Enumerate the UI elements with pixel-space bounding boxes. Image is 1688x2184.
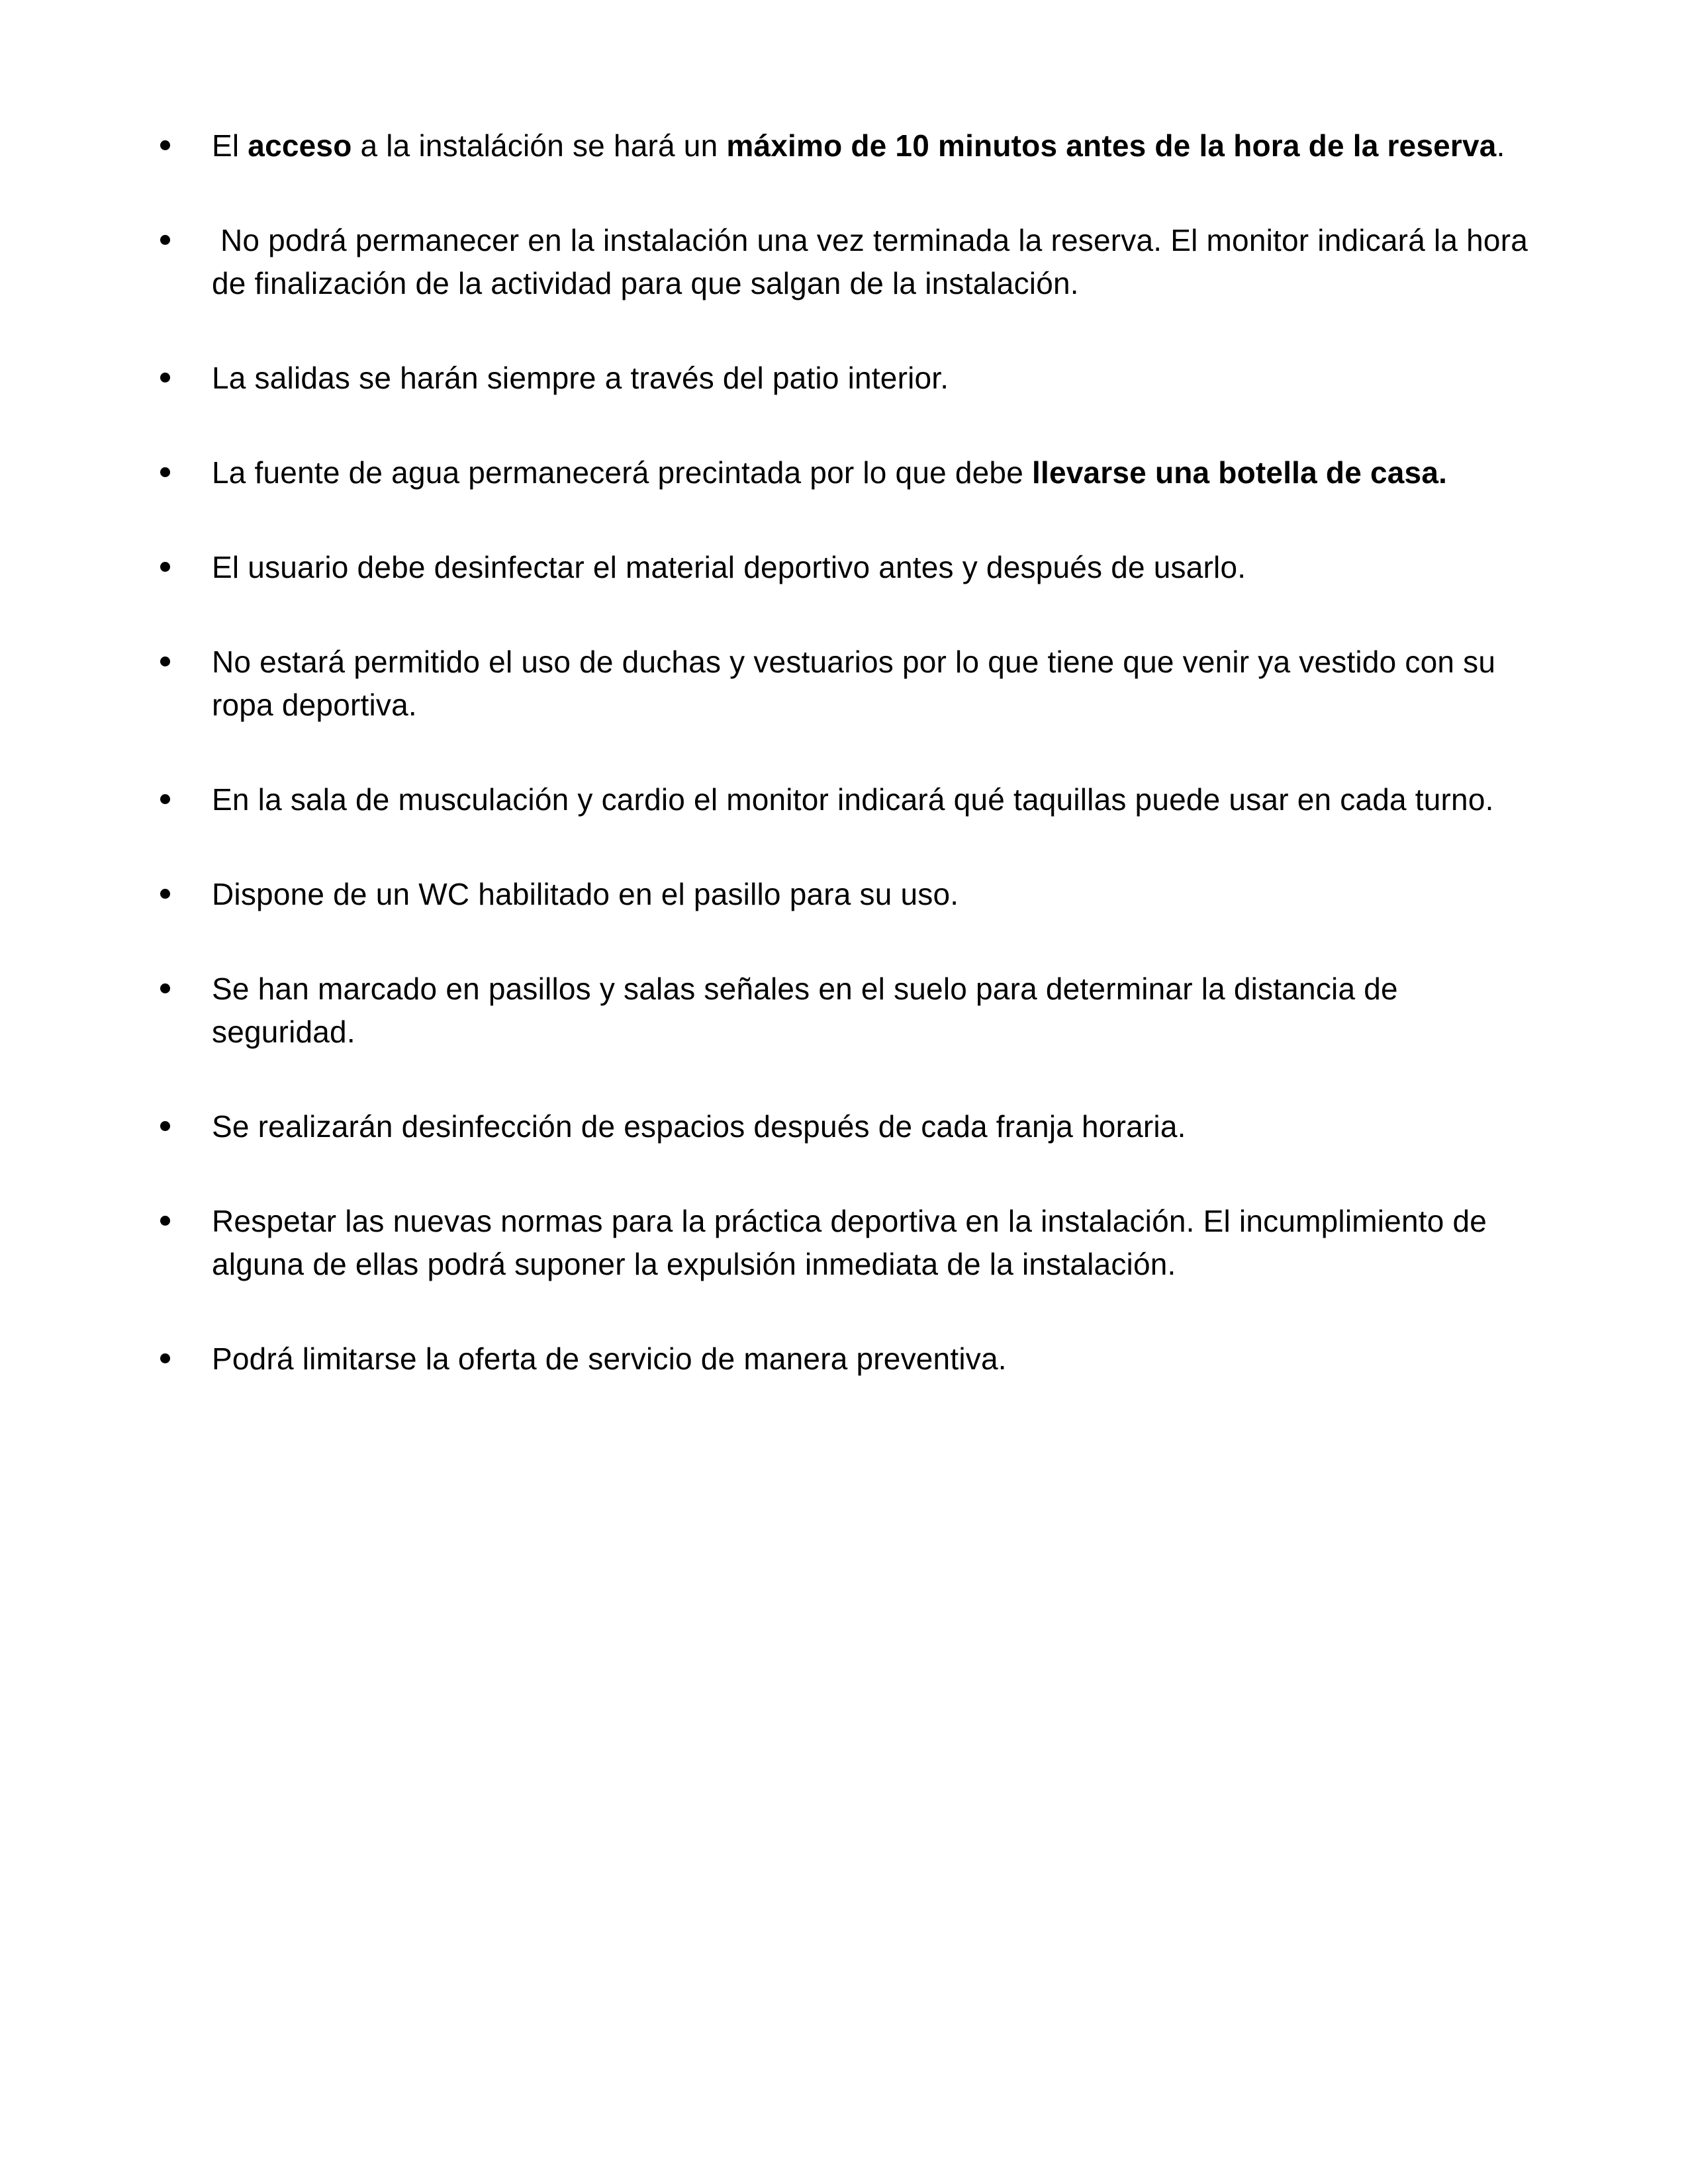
bullet-item	[0, 641, 1688, 727]
bullet-icon	[160, 1121, 170, 1131]
bullet-list	[0, 124, 1688, 1432]
bullet-text	[212, 877, 959, 911]
bullet-icon	[160, 983, 170, 993]
bullet-text	[212, 128, 1505, 163]
bold-text-segment: acceso	[248, 128, 352, 163]
bullet-icon	[160, 373, 170, 383]
bullet-item	[0, 968, 1688, 1054]
bullet-text	[212, 223, 1536, 300]
text-segment: Podrá limitarse la oferta de servicio de manera preventiva.	[212, 1342, 1007, 1376]
text-segment: a la instaláción se hará un	[352, 128, 727, 163]
bullet-icon	[160, 657, 170, 666]
bullet-text	[212, 782, 1494, 817]
bold-text-segment: llevarse una botella de casa.	[1031, 455, 1448, 490]
bullet-icon	[160, 1216, 170, 1226]
bullet-icon	[160, 140, 170, 150]
bullet-item	[0, 1105, 1688, 1148]
text-segment: Dispone de un WC habilitado en el pasillo para su uso.	[212, 877, 959, 911]
bullet-text	[212, 645, 1504, 722]
text-segment: Se realizarán desinfección de espacios después de cada franja horaria.	[212, 1109, 1186, 1144]
bullet-text	[212, 455, 1447, 490]
bullet-item	[0, 1338, 1688, 1381]
bullet-item	[0, 546, 1688, 589]
bullet-icon	[160, 1353, 170, 1363]
bold-text-segment: máximo de 10 minutos antes de la hora de la reserva	[726, 128, 1497, 163]
bullet-item	[0, 1200, 1688, 1286]
bullet-item	[0, 124, 1688, 167]
text-segment: Respetar las nuevas normas para la práctica deportiva en la instalación. El incumplimiento de alguna de ellas podrá suponer la expulsión inmediata de la instalación.	[212, 1204, 1496, 1281]
text-segment: En la sala de musculación y cardio el monitor indicará qué taquillas puede usar en cada turno.	[212, 782, 1494, 817]
bullet-item	[0, 873, 1688, 916]
bullet-text	[212, 1109, 1186, 1144]
bullet-text	[212, 361, 949, 395]
bullet-item	[0, 451, 1688, 494]
bullet-item	[0, 219, 1688, 305]
text-segment: El	[212, 128, 248, 163]
bullet-icon	[160, 562, 170, 572]
bullet-text	[212, 972, 1407, 1049]
text-segment: .	[1496, 128, 1505, 163]
text-segment: No podrá permanecer en la instalación una vez terminada la reserva. El monitor indicará la hora de finalización de la actividad para que salgan de la instalación.	[212, 223, 1537, 300]
text-segment: La fuente de agua permanecerá precintada por lo que debe	[212, 455, 1032, 490]
bullet-text	[212, 550, 1246, 584]
bullet-icon	[160, 235, 170, 245]
bullet-item	[0, 357, 1688, 400]
bullet-text	[212, 1342, 1007, 1376]
text-segment: No estará permitido el uso de duchas y vestuarios por lo que tiene que venir ya vestido con su ropa deportiva.	[212, 645, 1505, 722]
bullet-icon	[160, 889, 170, 899]
bullet-text	[212, 1204, 1495, 1281]
text-segment: Se han marcado en pasillos y salas señales en el suelo para determinar la distancia de seguridad.	[212, 972, 1407, 1049]
bullet-item	[0, 778, 1688, 821]
bullet-icon	[160, 467, 170, 477]
bullet-icon	[160, 794, 170, 804]
text-segment: La salidas se harán siempre a través del patio interior.	[212, 361, 949, 395]
text-segment: El usuario debe desinfectar el material deportivo antes y después de usarlo.	[212, 550, 1246, 584]
